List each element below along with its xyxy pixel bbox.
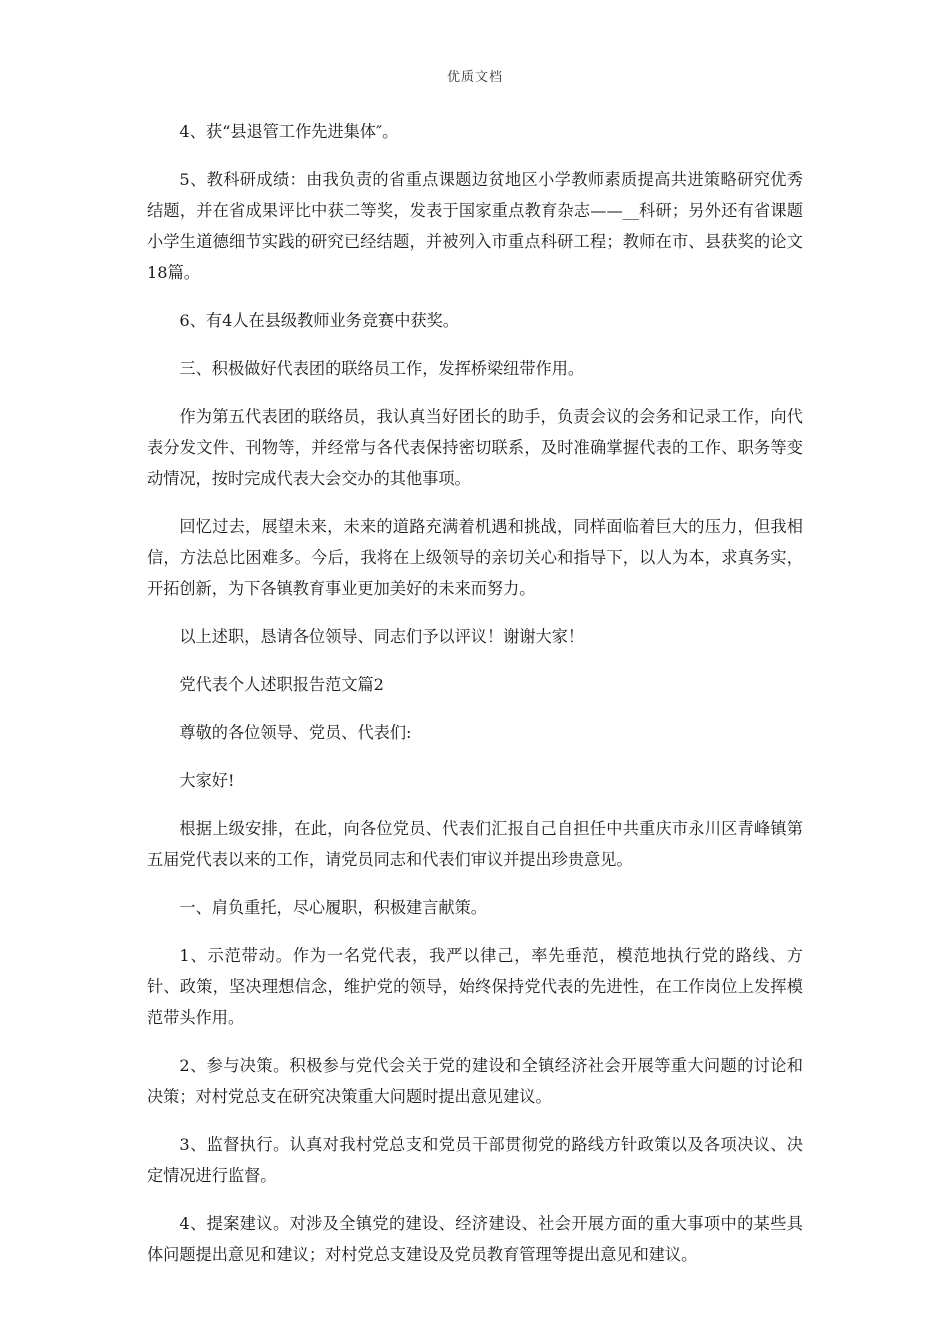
paragraph-introduction: 根据上级安排，在此，向各位党员、代表们汇报自己自担任中共重庆市永川区青峰镇第五届党代表以来的工作，请党员同志和代表们审议并提出珍贵意见。 (147, 819, 803, 869)
article-title-2: 党代表个人述职报告范文篇2 (179, 675, 384, 694)
paragraph-closing: 以上述职，恳请各位领导、同志们予以评议！谢谢大家！ (179, 627, 585, 646)
paragraph-supervision: 3、监督执行。认真对我村党总支和党员干部贯彻党的路线方针政策以及各项决议、决定情况进行监督。 (147, 1135, 803, 1185)
paragraph-lead-by-example: 1、示范带动。作为一名党代表，我严以律己，率先垂范，模范地执行党的路线、方针、政策，坚决理想信念，维护党的领导，始终保持党代表的先进性，在工作岗位上发挥模范带头作用。 (147, 946, 803, 1027)
paragraph-research-results: 5、教科研成绩：由我负责的省重点课题边贫地区小学教师素质提高共进策略研究优秀结题，并在省成果评比中获二等奖，发表于国家重点教育杂志——__科研；另外还有省课题小学生道德细节实践的研究已经结题，并被列入市重点科研工程；教师在市、县获奖的论文18篇。 (147, 170, 803, 282)
paragraph-liaison-work: 作为第五代表团的联络员，我认真当好团长的助手，负责会议的会务和记录工作，向代表分发文件、刊物等，并经常与各代表保持密切联系，及时准确掌握代表的工作、职务等变动情况，按时完成代表大会交办的其他事项。 (147, 407, 803, 488)
section-heading-liaison: 三、积极做好代表团的联络员工作，发挥桥梁纽带作用。 (179, 359, 585, 378)
paragraph-outlook: 回忆过去，展望未来，未来的道路充满着机遇和挑战，同样面临着巨大的压力，但我相信，方法总比困难多。今后，我将在上级领导的亲切关心和指导下，以人为本，求真务实，开拓创新，为下各镇教育事业更加美好的未来而努力。 (147, 517, 803, 598)
paragraph-decision-making: 2、参与决策。积极参与党代会关于党的建设和全镇经济社会开展等重大问题的讨论和决策；对村党总支在研究决策重大问题时提出意见建议。 (147, 1056, 803, 1106)
document-body (147, 116, 803, 1287)
paragraph-award-retirement: 4、获“县退管工作先进集体″。 (179, 122, 399, 141)
page-header: 优质文档 (446, 70, 503, 85)
salutation: 尊敬的各位领导、党员、代表们: (179, 723, 412, 742)
greeting: 大家好! (179, 771, 235, 790)
paragraph-proposals: 4、提案建议。对涉及全镇党的建设、经济建设、社会开展方面的重大事项中的某些具体问题提出意见和建议；对村党总支建设及党员教育管理等提出意见和建议。 (147, 1214, 803, 1264)
section-heading-duties: 一、肩负重托，尽心履职，积极建言献策。 (179, 898, 487, 917)
paragraph-teacher-competition: 6、有4人在县级教师业务竞赛中获奖。 (179, 311, 459, 330)
